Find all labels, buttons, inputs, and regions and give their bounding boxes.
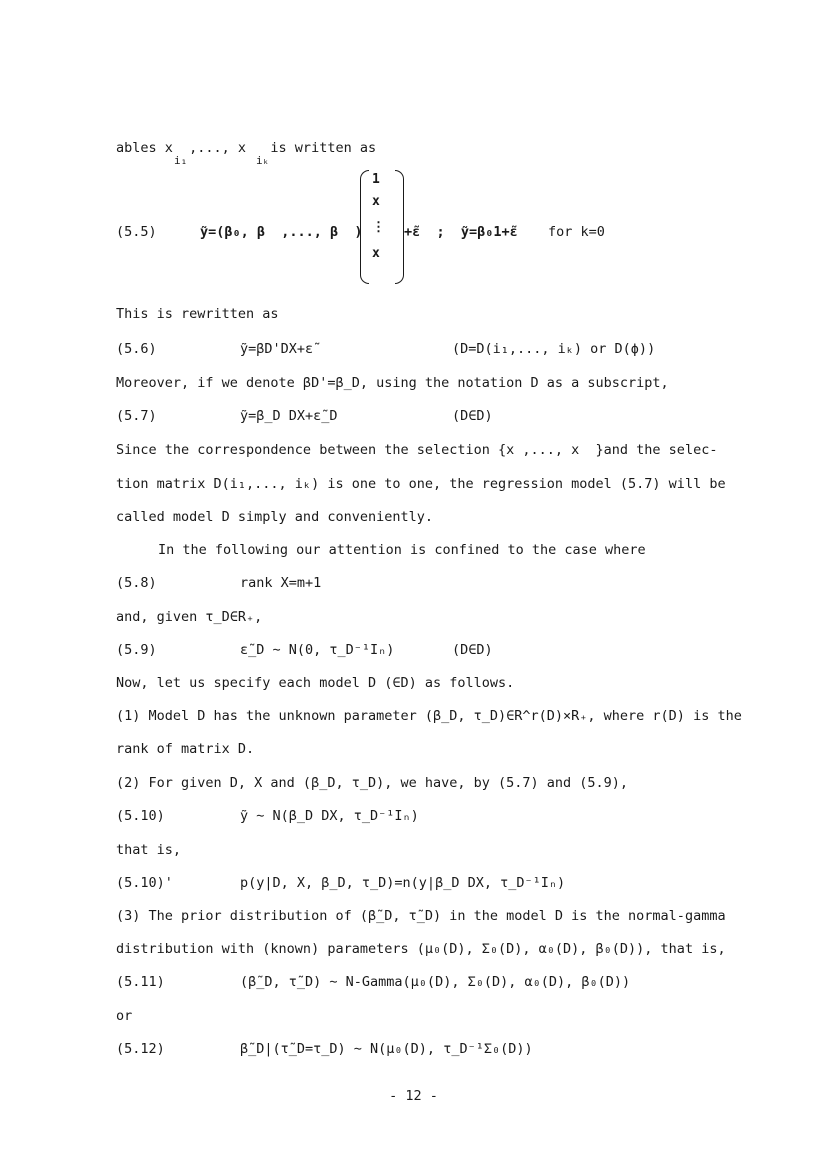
vector-entry-1: 1 (372, 172, 380, 187)
text-rewritten: This is rewritten as (116, 306, 279, 322)
text-since-line-2: tion matrix D(i₁,..., iₖ) is one to one, the regression model (5.7) will be (116, 476, 726, 492)
eq-5-5-number: (5.5) (116, 224, 157, 240)
text-given: and, given τ_D∈R₊, (116, 609, 263, 625)
eq-5-11-body: (β̃_D, τ̃_D) ∼ N-Gamma(μ₀(D), Σ₀(D), α₀(D), β₀(D)) (240, 974, 631, 990)
text-since-line-1: Since the correspondence between the selection {x ,..., x }and the selec- (116, 442, 718, 458)
eq-5-5-lhs: ỹ=(β₀, β ,..., β ) (200, 224, 363, 240)
eq-5-8-number: (5.8) (116, 575, 157, 591)
eq-5-5-cond: for k=0 (548, 224, 605, 240)
text-now: Now, let us specify each model D (∈D) as follows. (116, 675, 515, 691)
text-item-1-line-2: rank of matrix D. (116, 741, 255, 757)
eq-5-8-body: rank X=m+1 (240, 575, 322, 591)
eq-5-10-number: (5.10) (116, 808, 165, 824)
text-item-3-line-2: distribution with (known) parameters (μ₀(D), Σ₀(D), α₀(D), β₀(D)), that is, (116, 941, 726, 957)
eq-5-7-body: ỹ=β_D DX+ε̃_D (240, 408, 338, 424)
eq-5-10-prime-number: (5.10)' (116, 875, 173, 891)
eq-5-10-prime-body: p(y|D, X, β_D, τ_D)=n(y|β_D DX, τ_D⁻¹Iₙ) (240, 875, 566, 891)
eq-5-9-body: ε̃_D ∼ N(0, τ_D⁻¹Iₙ) (240, 642, 395, 658)
vector-entry-xk: x (372, 246, 380, 261)
eq-5-6-body: ỹ=βD'DX+ε̃ (240, 341, 314, 357)
eq-5-11-number: (5.11) (116, 974, 165, 990)
text-item-1-line-1: (1) Model D has the unknown parameter (β_D, τ_D)∈R^r(D)×R₊, where r(D) is the (116, 708, 742, 724)
eq-5-6-cond: (D=D(i₁,..., iₖ) or D(ϕ)) (452, 341, 656, 357)
text-moreover: Moreover, if we denote βD'=β_D, using the notation D as a subscript, (116, 375, 669, 391)
eq-5-9-cond: (D∈D) (452, 642, 493, 658)
intro-line: ables x ,..., x is written as (116, 140, 377, 156)
vector-entry-x1: x (372, 194, 380, 209)
eq-5-7-cond: (D∈D) (452, 408, 493, 424)
eq-5-7-number: (5.7) (116, 408, 157, 424)
subscript-i1: i₁ (174, 154, 188, 167)
vector-entry-dots: ⋮ (372, 220, 385, 235)
text-that-is: that is, (116, 842, 182, 858)
eq-5-6-number: (5.6) (116, 341, 157, 357)
text-or: or (116, 1008, 133, 1024)
eq-5-12-body: β̃_D|(τ̃_D=τ_D) ∼ N(μ₀(D), τ_D⁻¹Σ₀(D)) (240, 1041, 533, 1057)
text-item-2: (2) For given D, X and (β_D, τ_D), we have, by (5.7) and (5.9), (116, 775, 629, 791)
subscript-ik: iₖ (256, 154, 270, 167)
eq-5-10-body: ỹ ∼ N(β_D DX, τ_D⁻¹Iₙ) (240, 808, 419, 824)
eq-5-5-vector (360, 170, 404, 282)
left-paren (360, 170, 369, 284)
text-item-3-line-1: (3) The prior distribution of (β̃_D, τ̃_D) in the model D is the normal-gamma (116, 908, 726, 924)
eq-5-9-number: (5.9) (116, 642, 157, 658)
right-paren (395, 170, 404, 284)
page-number: - 12 - (389, 1088, 438, 1104)
text-since-line-3: called model D simply and conveniently. (116, 509, 433, 525)
eq-5-12-number: (5.12) (116, 1041, 165, 1057)
text-following: In the following our attention is confined to the case where (158, 542, 646, 558)
eq-5-5-rhs: +ε̃ ; ỹ=β₀1+ε̃ (404, 224, 518, 240)
